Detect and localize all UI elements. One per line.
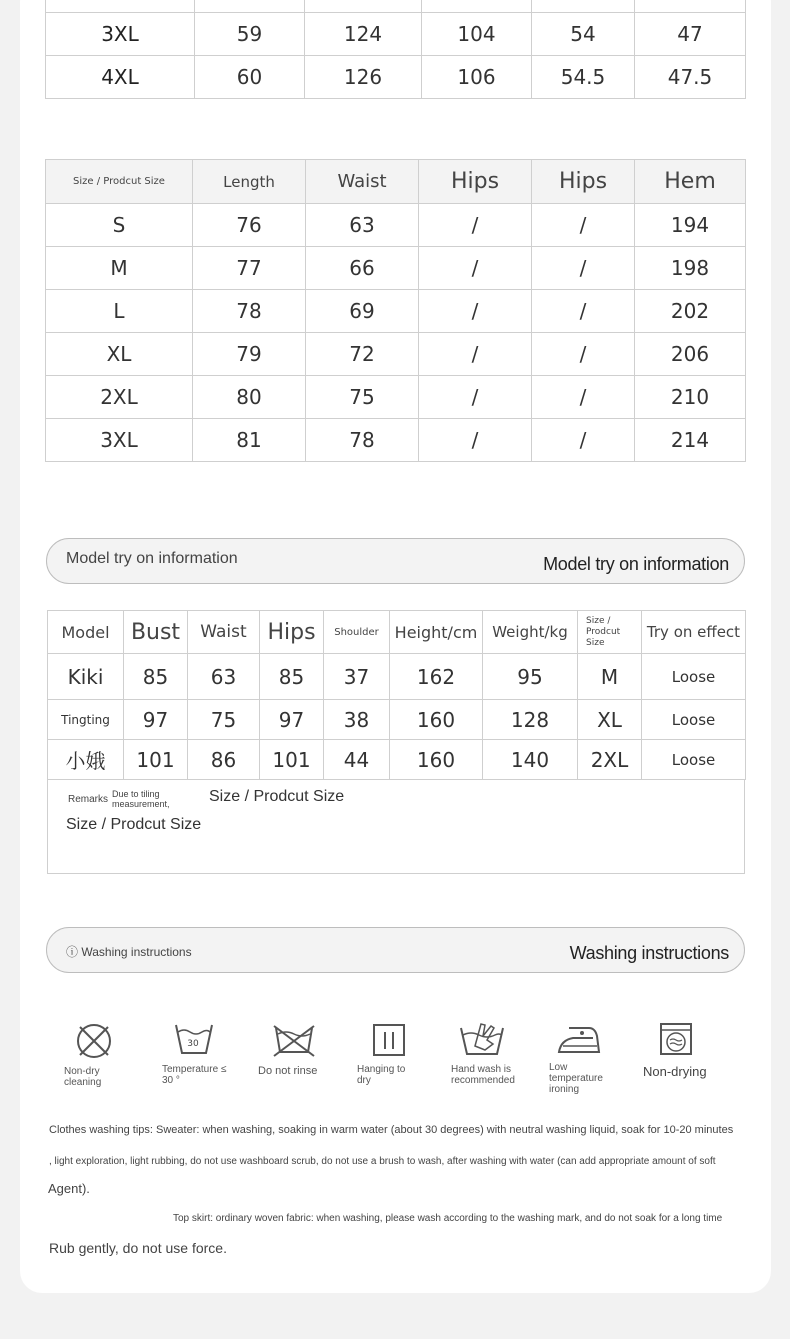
table-cell: 206 [635,333,746,376]
table-cell: 140 [483,740,578,780]
remarks-text: Size / Prodcut Size [209,788,345,805]
washing-tip-line: Clothes washing tips: Sweater: when washing, soaking in warm water (about 30 degrees) with neutral washing liquid, soak for 10-20 minutes [49,1124,734,1136]
table-cell: 160 [390,740,483,780]
non-drying-icon [643,1022,723,1058]
table-row [46,419,746,462]
low-temp-ironing-icon [549,1022,619,1056]
wash-item [258,1022,333,1077]
table-cell: 160 [390,700,483,740]
table-cell: 126 [305,56,422,99]
table-cell: 66 [306,247,419,290]
table-cell [422,0,532,13]
table-cell: 69 [306,290,419,333]
table-row [46,56,746,99]
table-cell: 37 [324,654,390,700]
table-row [46,333,746,376]
banner-title-left: Model try on information [66,550,238,567]
size-cell: 3XL [46,419,193,462]
table-cell: 44 [324,740,390,780]
table-cell: 97 [124,700,188,740]
remarks-text: Size / Prodcut Size [66,816,202,833]
table-cell: 54 [532,13,635,56]
wash-label: Do not rinse [258,1065,318,1077]
do-not-rinse-icon [258,1022,333,1058]
wash-label: Temperature ≤ 30 ° [162,1064,227,1086]
column-header: Height/cm [390,611,483,654]
wash-label: Low temperature ironing [549,1062,603,1095]
column-header: Waist [188,611,260,654]
table-cell: 78 [193,290,306,333]
table-cell: 79 [193,333,306,376]
table-cell: 104 [422,13,532,56]
wash-label: Hanging to dry [357,1064,406,1086]
column-header: Waist [306,160,419,204]
column-header: Weight/kg [483,611,578,654]
table-cell: 124 [305,13,422,56]
column-header: Hem [635,160,746,204]
table-cell: / [532,247,635,290]
size-cell: M [46,247,193,290]
wash-item [549,1022,619,1095]
table-row [46,0,746,13]
table-cell: 77 [193,247,306,290]
model-try-on-table [47,610,746,780]
table-cell: 194 [635,204,746,247]
table-cell: 81 [193,419,306,462]
table-cell [532,0,635,13]
table-cell: 72 [306,333,419,376]
remarks-note: Due to tiling measurement, [112,789,170,809]
table-row [46,247,746,290]
table-header-row [48,611,746,654]
table-cell: 80 [193,376,306,419]
table-cell: / [532,204,635,247]
table-cell: 63 [306,204,419,247]
column-header: Model [48,611,124,654]
table-cell: Loose [642,700,746,740]
table-cell: 75 [306,376,419,419]
column-header: Try on effect [642,611,746,654]
table-cell: / [419,419,532,462]
size-table-skirt [45,159,746,462]
table-cell: 101 [124,740,188,780]
table-cell [635,0,746,13]
column-header: Hips [532,160,635,204]
wash-item [643,1022,723,1077]
washing-tip-line: Top skirt: ordinary woven fabric: when washing, please wash according to the washing mark, and do not soak for a long time [173,1213,723,1224]
table-cell: 95 [483,654,578,700]
model-name: Kiki [48,654,124,700]
non-dry-cleaning-icon [64,1020,134,1060]
table-row [46,376,746,419]
table-cell: / [419,376,532,419]
banner-title-right: Model try on information [543,554,729,574]
table-cell: / [419,204,532,247]
remarks-box [47,780,745,874]
table-cell: / [419,290,532,333]
temperature-badge: 30 [187,1039,199,1049]
table-cell: 128 [483,700,578,740]
table-cell: / [532,419,635,462]
table-row [48,740,746,780]
model-name: Tingting [48,700,124,740]
size-cell: 2XL [46,376,193,419]
table-cell: 85 [124,654,188,700]
table-cell: 59 [195,13,305,56]
table-cell: 210 [635,376,746,419]
table-row [46,204,746,247]
size-cell: XL [46,333,193,376]
column-header: Size / Prodcut Size [578,611,642,654]
table-cell: 85 [260,654,324,700]
table-cell: 47 [635,13,746,56]
hand-wash-icon [451,1020,529,1058]
model-name: 小娥 [48,740,124,780]
size-table-top [45,0,746,99]
size-cell: S [46,204,193,247]
table-cell: 86 [188,740,260,780]
table-cell: 38 [324,700,390,740]
table-cell: 63 [188,654,260,700]
table-header-row [46,160,746,204]
table-cell: 101 [260,740,324,780]
remarks-label: Remarks [68,794,109,805]
table-row [46,13,746,56]
wash-label: Non-drying [643,1064,707,1079]
washing-banner [46,927,745,973]
washing-tip-line: Rub gently, do not use force. [49,1240,227,1256]
wash-item [64,1020,134,1088]
washing-tip-line: Agent). [48,1181,90,1196]
column-header: Hips [419,160,532,204]
table-cell: / [532,376,635,419]
table-cell: / [419,247,532,290]
column-header: Length [193,160,306,204]
model-info-banner [46,538,745,584]
table-cell: Loose [642,654,746,700]
table-cell [46,0,195,13]
table-row [46,290,746,333]
table-cell [305,0,422,13]
wash-item [451,1020,529,1086]
table-cell: 47.5 [635,56,746,99]
wash-item [357,1022,422,1086]
table-cell: 106 [422,56,532,99]
wash-item [162,1022,240,1086]
table-cell: M [578,654,642,700]
table-cell: 202 [635,290,746,333]
column-header: Bust [124,611,188,654]
column-header: Shoulder [324,611,390,654]
wash-label: Hand wash is recommended [451,1064,515,1086]
size-cell: 4XL [46,56,195,99]
table-cell: / [419,333,532,376]
table-cell: 2XL [578,740,642,780]
table-cell: 75 [188,700,260,740]
wash-label: Non-dry cleaning [64,1066,102,1088]
banner-title-left: ⓘ Washing instructions [66,945,192,959]
table-cell: / [532,290,635,333]
banner-title-right: Washing instructions [569,943,729,963]
hanging-dry-icon [357,1022,422,1058]
table-cell: 97 [260,700,324,740]
size-cell: 3XL [46,13,195,56]
column-header: Hips [260,611,324,654]
temperature-30-icon [162,1022,240,1058]
table-cell: 60 [195,56,305,99]
washing-tip-line: , light exploration, light rubbing, do not use washboard scrub, do not use a brush to wash, after washing with water (can add appropriate amount of soft [49,1156,716,1167]
table-row [48,654,746,700]
size-cell: L [46,290,193,333]
table-cell: 54.5 [532,56,635,99]
table-cell: 214 [635,419,746,462]
table-cell: / [532,333,635,376]
table-row [48,700,746,740]
table-cell: Loose [642,740,746,780]
table-cell: 162 [390,654,483,700]
column-header: Size / Prodcut Size [46,160,193,204]
table-cell: 76 [193,204,306,247]
table-cell: 78 [306,419,419,462]
table-cell: 198 [635,247,746,290]
table-cell [195,0,305,13]
table-cell: XL [578,700,642,740]
